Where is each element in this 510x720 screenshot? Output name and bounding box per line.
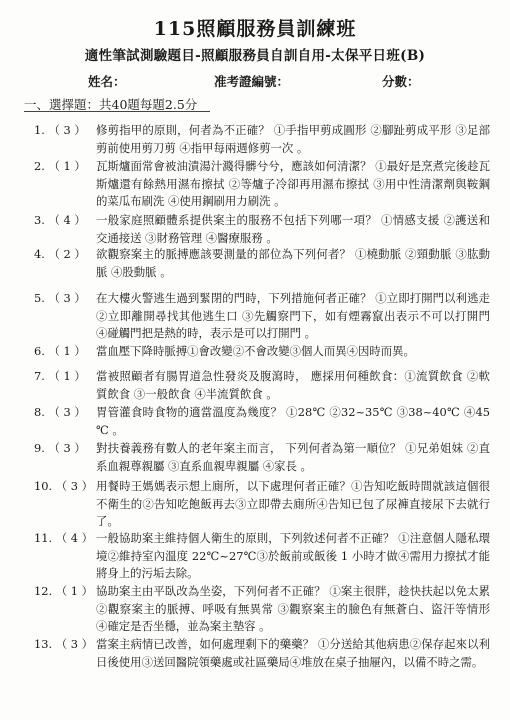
answer-mark: （ 1 ） [48, 344, 86, 358]
question-item [34, 440, 490, 475]
question-number: 3. （ 4 ） [34, 213, 86, 227]
question-text: 一般協助案主維持個人衛生的原則，下列敘述何者不正確？ ①注意個人隱私環境②維持室內溫度 22℃~27℃③於飯前或飯後 1 小時才做④需用力擦拭才能將身上的污垢去除。 [96, 531, 490, 581]
name-label: 姓名： [88, 74, 126, 89]
ticket-number-label: 准考證編號： [214, 74, 290, 89]
question-item [34, 122, 490, 157]
answer-mark: （ 3 ） [48, 291, 86, 305]
answer-mark: （ 3 ） [55, 479, 94, 493]
question-text: 當血壓下降時脈搏①會改變②不會改變③個人而異④因時而異。 [96, 344, 415, 358]
question-item [34, 478, 490, 531]
question-text: 協助案主由平臥改為坐姿，下列何者不正確？ ①案主很胖，趁快扶起以免太累 ②觀察案主的脈搏、呼吸有無異常 ③觀察案主的臉色有無蒼白、盜汗等情形 ④確定是否坐穩，並為案主墊容 。 [96, 584, 490, 634]
question-item [34, 158, 490, 211]
question-number: 12. （ 1 ） [34, 584, 94, 598]
question-item [34, 530, 490, 583]
question-text: 一般家庭照顧體系提供案主的服務不包括下列哪一項？ ①情感支援 ②護送和交通接送 ③財務管理 ④醫療服務 。 [96, 213, 490, 245]
question-text: 修剪指甲的原則，何者為不正確？ ①手指甲剪成圓形 ②腳趾剪成平形 ③足部剪前使用剪刀剪 ④指甲每兩週修剪一次 。 [96, 123, 490, 155]
question-number: 6. （ 1 ） [34, 344, 86, 358]
question-text: 當案主病情已改善，如何處理剩下的藥藥？ ①分送給其他病患②保存起來以利日後使用③送回醫院領藥處或社區藥局④堆放在桌子抽屜內，以備不時之需。 [96, 637, 490, 669]
answer-mark: （ 3 ） [55, 637, 94, 651]
question-number: 8. （ 3 ） [34, 405, 86, 419]
question-number: 2. （ 1 ） [34, 159, 86, 173]
question-number: 5. （ 3 ） [34, 291, 86, 305]
question-item [34, 636, 490, 671]
answer-mark: （ 4 ） [55, 531, 94, 545]
answer-mark: （ 1 ） [48, 369, 86, 383]
question-item [34, 212, 490, 247]
question-text: 欲觀察案主的脈搏應該要測量的部位為下列何者？ ①橈動脈 ②頸動脈 ③肱動脈 ④股動脈 。 [96, 247, 490, 279]
section-underline [24, 111, 210, 112]
answer-mark: （ 2 ） [48, 247, 86, 261]
answer-mark: （ 1 ） [55, 584, 94, 598]
answer-mark: （ 3 ） [48, 123, 86, 137]
question-item [34, 246, 490, 281]
question-number: 7. （ 1 ） [34, 369, 86, 383]
question-text: 瓦斯爐面常會被油漬湯汁濺得髒兮兮，應該如何清潔？ ①最好是烹煮完後趁瓦斯爐還有餘熱用濕布擦拭 ②等爐子冷卻再用濕布擦拭 ③用中性清潔劑與鞍鋼的菜瓜布刷洗 ④使用鋼刷用力刷洗 。 [96, 159, 490, 209]
question-number: 1. （ 3 ） [34, 123, 86, 137]
question-item [34, 404, 490, 439]
score-label: 分數： [382, 74, 420, 89]
question-number: 13. （ 3 ） [34, 637, 94, 651]
question-number: 11. （ 4 ） [34, 531, 94, 545]
question-text: 在大樓火警逃生過到緊閉的門時，下列措施何者正確？ ①立即打開門以利逃走 ②立即離開尋找其他逃生口 ③先觸察門下，如有煙霧竄出表示不可以打開門 ④碰觸門把是熱的時，表示是可以打開門 。 [96, 291, 490, 341]
answer-mark: （ 4 ） [48, 213, 86, 227]
student-info-line [0, 72, 510, 90]
answer-mark: （ 1 ） [48, 159, 86, 173]
answer-mark: （ 3 ） [48, 405, 86, 419]
question-text: 胃管灌食時食物的適當溫度為幾度？ ①28℃ ②32~35℃ ③38~40℃ ④45 ℃ 。 [96, 405, 490, 437]
question-item [34, 290, 490, 343]
section-heading: 一、選擇題：共40題每題2.5分 [24, 97, 198, 112]
question-item [34, 343, 490, 361]
question-text: 用餐時王媽媽表示想上廁所，以下處理何者正確？①告知吃飯時間就該這個很不衛生的②告知吃飽飯再去③立即帶去廁所④告知已包了尿褲直接尿下去就行了。 [96, 479, 490, 529]
question-number: 10. （ 3 ） [34, 479, 94, 493]
exam-subtitle: 適性筆試測驗題目-照顧服務員自訓自用-太保平日班(B) [84, 48, 426, 64]
answer-mark: （ 3 ） [48, 441, 86, 455]
exam-title: 115照顧服務員訓練班 [153, 18, 357, 40]
question-item [34, 368, 490, 403]
question-number: 4. （ 2 ） [34, 247, 86, 261]
question-text: 當被照顧者有腸胃道急性發炎及腹瀉時， 應採用何種飲食：①流質飲食 ②軟質飲食 ③一般飲食 ④半流質飲食 。 [96, 369, 490, 401]
question-number: 9. （ 3 ） [34, 441, 86, 455]
question-text: 對扶養義務有數人的老年案主而言， 下列何者為第一順位？ ①兄弟姐妹 ②直系血親尊親屬 ③直系血親卑親屬 ④家長 。 [96, 441, 490, 473]
question-item [34, 583, 490, 636]
